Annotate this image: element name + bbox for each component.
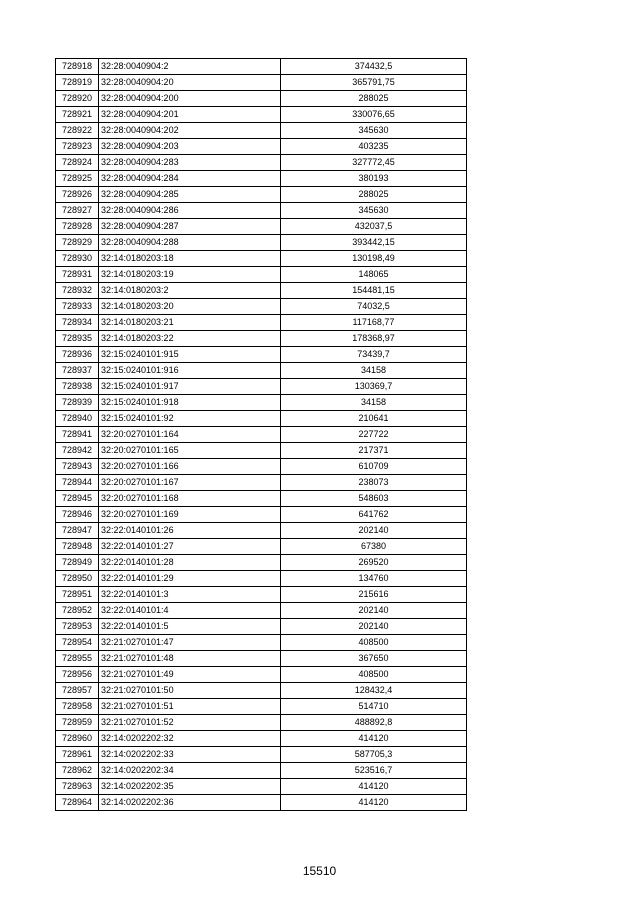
table-row	[56, 763, 467, 779]
cadastral-number-cell: 32:28:0040904:288	[99, 235, 281, 251]
cadastral-number-cell: 32:15:0240101:92	[99, 411, 281, 427]
table-row	[56, 459, 467, 475]
value-cell: 365791,75	[281, 75, 467, 91]
table-row	[56, 299, 467, 315]
cadastral-number-cell: 32:15:0240101:917	[99, 379, 281, 395]
table-row	[56, 411, 467, 427]
cadastral-number-cell: 32:21:0270101:47	[99, 635, 281, 651]
row-id-cell: 728955	[56, 651, 99, 667]
row-id-cell: 728964	[56, 795, 99, 811]
value-cell: 288025	[281, 187, 467, 203]
table-row	[56, 75, 467, 91]
value-cell: 587705,3	[281, 747, 467, 763]
table-row	[56, 699, 467, 715]
cadastral-number-cell: 32:28:0040904:203	[99, 139, 281, 155]
table-row	[56, 779, 467, 795]
row-id-cell: 728925	[56, 171, 99, 187]
value-cell: 514710	[281, 699, 467, 715]
cadastral-number-cell: 32:28:0040904:200	[99, 91, 281, 107]
cadastral-number-cell: 32:14:0202202:36	[99, 795, 281, 811]
table-row	[56, 171, 467, 187]
value-cell: 34158	[281, 363, 467, 379]
row-id-cell: 728928	[56, 219, 99, 235]
row-id-cell: 728934	[56, 315, 99, 331]
row-id-cell: 728937	[56, 363, 99, 379]
value-cell: 215616	[281, 587, 467, 603]
table-row	[56, 683, 467, 699]
cadastral-number-cell: 32:28:0040904:285	[99, 187, 281, 203]
cadastral-number-cell: 32:15:0240101:918	[99, 395, 281, 411]
value-cell: 488892,8	[281, 715, 467, 731]
cadastral-number-cell: 32:15:0240101:916	[99, 363, 281, 379]
row-id-cell: 728921	[56, 107, 99, 123]
cadastral-number-cell: 32:22:0140101:4	[99, 603, 281, 619]
row-id-cell: 728945	[56, 491, 99, 507]
row-id-cell: 728942	[56, 443, 99, 459]
table-row	[56, 747, 467, 763]
value-cell: 327772,45	[281, 155, 467, 171]
table-row	[56, 363, 467, 379]
value-cell: 67380	[281, 539, 467, 555]
table-row	[56, 315, 467, 331]
table-row	[56, 155, 467, 171]
table-row	[56, 59, 467, 75]
row-id-cell: 728962	[56, 763, 99, 779]
row-id-cell: 728960	[56, 731, 99, 747]
cadastral-number-cell: 32:21:0270101:48	[99, 651, 281, 667]
table-row	[56, 347, 467, 363]
value-cell: 178368,97	[281, 331, 467, 347]
table-row	[56, 667, 467, 683]
row-id-cell: 728959	[56, 715, 99, 731]
row-id-cell: 728944	[56, 475, 99, 491]
table-row	[56, 619, 467, 635]
value-cell: 269520	[281, 555, 467, 571]
cadastral-number-cell: 32:14:0180203:21	[99, 315, 281, 331]
row-id-cell: 728924	[56, 155, 99, 171]
value-cell: 238073	[281, 475, 467, 491]
cadastral-number-cell: 32:21:0270101:51	[99, 699, 281, 715]
table-row	[56, 715, 467, 731]
cadastral-number-cell: 32:14:0202202:33	[99, 747, 281, 763]
table-row	[56, 507, 467, 523]
table-row	[56, 91, 467, 107]
cadastral-number-cell: 32:28:0040904:20	[99, 75, 281, 91]
value-cell: 403235	[281, 139, 467, 155]
row-id-cell: 728933	[56, 299, 99, 315]
table-row	[56, 395, 467, 411]
value-cell: 202140	[281, 603, 467, 619]
row-id-cell: 728923	[56, 139, 99, 155]
page-number: 15510	[302, 864, 337, 878]
value-cell: 380193	[281, 171, 467, 187]
row-id-cell: 728948	[56, 539, 99, 555]
cadastral-number-cell: 32:14:0202202:34	[99, 763, 281, 779]
cadastral-number-cell: 32:28:0040904:286	[99, 203, 281, 219]
row-id-cell: 728947	[56, 523, 99, 539]
cadastral-number-cell: 32:28:0040904:283	[99, 155, 281, 171]
row-id-cell: 728922	[56, 123, 99, 139]
table-row	[56, 731, 467, 747]
row-id-cell: 728952	[56, 603, 99, 619]
cadastral-number-cell: 32:20:0270101:166	[99, 459, 281, 475]
table-row	[56, 283, 467, 299]
cadastral-number-cell: 32:14:0202202:35	[99, 779, 281, 795]
cadastral-number-cell: 32:20:0270101:169	[99, 507, 281, 523]
value-cell: 210641	[281, 411, 467, 427]
value-cell: 154481,15	[281, 283, 467, 299]
table-row	[56, 427, 467, 443]
table-row	[56, 443, 467, 459]
row-id-cell: 728940	[56, 411, 99, 427]
cadastral-number-cell: 32:28:0040904:287	[99, 219, 281, 235]
table-row	[56, 475, 467, 491]
value-cell: 128432,4	[281, 683, 467, 699]
value-cell: 202140	[281, 619, 467, 635]
cadastral-number-cell: 32:14:0180203:19	[99, 267, 281, 283]
table-row	[56, 555, 467, 571]
cadastral-value-table	[55, 58, 467, 811]
cadastral-number-cell: 32:21:0270101:50	[99, 683, 281, 699]
cadastral-number-cell: 32:22:0140101:3	[99, 587, 281, 603]
cadastral-number-cell: 32:22:0140101:5	[99, 619, 281, 635]
table-row	[56, 587, 467, 603]
value-cell: 414120	[281, 795, 467, 811]
value-cell: 610709	[281, 459, 467, 475]
row-id-cell: 728951	[56, 587, 99, 603]
row-id-cell: 728957	[56, 683, 99, 699]
table-row	[56, 203, 467, 219]
table-row	[56, 219, 467, 235]
value-cell: 34158	[281, 395, 467, 411]
table-row	[56, 603, 467, 619]
row-id-cell: 728926	[56, 187, 99, 203]
row-id-cell: 728929	[56, 235, 99, 251]
cadastral-number-cell: 32:14:0180203:2	[99, 283, 281, 299]
row-id-cell: 728941	[56, 427, 99, 443]
cadastral-number-cell: 32:15:0240101:915	[99, 347, 281, 363]
table-row	[56, 635, 467, 651]
row-id-cell: 728932	[56, 283, 99, 299]
value-cell: 134760	[281, 571, 467, 587]
table-row	[56, 123, 467, 139]
row-id-cell: 728938	[56, 379, 99, 395]
table-row	[56, 331, 467, 347]
row-id-cell: 728950	[56, 571, 99, 587]
row-id-cell: 728954	[56, 635, 99, 651]
row-id-cell: 728920	[56, 91, 99, 107]
table-row	[56, 571, 467, 587]
row-id-cell: 728958	[56, 699, 99, 715]
cadastral-number-cell: 32:14:0180203:18	[99, 251, 281, 267]
row-id-cell: 728931	[56, 267, 99, 283]
cadastral-number-cell: 32:28:0040904:201	[99, 107, 281, 123]
cadastral-number-cell: 32:28:0040904:2	[99, 59, 281, 75]
value-cell: 408500	[281, 667, 467, 683]
table-row	[56, 795, 467, 811]
value-cell: 288025	[281, 91, 467, 107]
cadastral-number-cell: 32:14:0180203:22	[99, 331, 281, 347]
cadastral-number-cell: 32:22:0140101:27	[99, 539, 281, 555]
value-cell: 117168,77	[281, 315, 467, 331]
table-row	[56, 107, 467, 123]
row-id-cell: 728946	[56, 507, 99, 523]
table-row	[56, 267, 467, 283]
value-cell: 227722	[281, 427, 467, 443]
row-id-cell: 728939	[56, 395, 99, 411]
table-row	[56, 379, 467, 395]
row-id-cell: 728935	[56, 331, 99, 347]
value-cell: 393442,15	[281, 235, 467, 251]
value-cell: 148065	[281, 267, 467, 283]
value-cell: 130198,49	[281, 251, 467, 267]
cadastral-number-cell: 32:21:0270101:49	[99, 667, 281, 683]
value-cell: 330076,65	[281, 107, 467, 123]
row-id-cell: 728953	[56, 619, 99, 635]
value-cell: 414120	[281, 731, 467, 747]
value-cell: 367650	[281, 651, 467, 667]
table-row	[56, 187, 467, 203]
cadastral-number-cell: 32:22:0140101:26	[99, 523, 281, 539]
cadastral-number-cell: 32:14:0202202:32	[99, 731, 281, 747]
cadastral-number-cell: 32:22:0140101:29	[99, 571, 281, 587]
value-cell: 345630	[281, 123, 467, 139]
cadastral-number-cell: 32:20:0270101:164	[99, 427, 281, 443]
value-cell: 73439,7	[281, 347, 467, 363]
row-id-cell: 728949	[56, 555, 99, 571]
table-row	[56, 139, 467, 155]
cadastral-number-cell: 32:22:0140101:28	[99, 555, 281, 571]
value-cell: 217371	[281, 443, 467, 459]
value-cell: 548603	[281, 491, 467, 507]
value-cell: 641762	[281, 507, 467, 523]
row-id-cell: 728918	[56, 59, 99, 75]
cadastral-number-cell: 32:14:0180203:20	[99, 299, 281, 315]
cadastral-number-cell: 32:20:0270101:167	[99, 475, 281, 491]
table-row	[56, 539, 467, 555]
cadastral-number-cell: 32:21:0270101:52	[99, 715, 281, 731]
row-id-cell: 728919	[56, 75, 99, 91]
row-id-cell: 728943	[56, 459, 99, 475]
value-cell: 408500	[281, 635, 467, 651]
value-cell: 432037,5	[281, 219, 467, 235]
row-id-cell: 728956	[56, 667, 99, 683]
value-cell: 130369,7	[281, 379, 467, 395]
table-row	[56, 235, 467, 251]
row-id-cell: 728963	[56, 779, 99, 795]
table-row	[56, 651, 467, 667]
value-cell: 374432,5	[281, 59, 467, 75]
table-row	[56, 251, 467, 267]
value-cell: 345630	[281, 203, 467, 219]
table-row	[56, 491, 467, 507]
table-row	[56, 523, 467, 539]
value-cell: 414120	[281, 779, 467, 795]
value-cell: 74032,5	[281, 299, 467, 315]
table-body	[56, 59, 467, 811]
row-id-cell: 728961	[56, 747, 99, 763]
value-cell: 523516,7	[281, 763, 467, 779]
value-cell: 202140	[281, 523, 467, 539]
row-id-cell: 728930	[56, 251, 99, 267]
cadastral-number-cell: 32:28:0040904:202	[99, 123, 281, 139]
cadastral-number-cell: 32:20:0270101:168	[99, 491, 281, 507]
row-id-cell: 728936	[56, 347, 99, 363]
row-id-cell: 728927	[56, 203, 99, 219]
cadastral-number-cell: 32:20:0270101:165	[99, 443, 281, 459]
cadastral-number-cell: 32:28:0040904:284	[99, 171, 281, 187]
